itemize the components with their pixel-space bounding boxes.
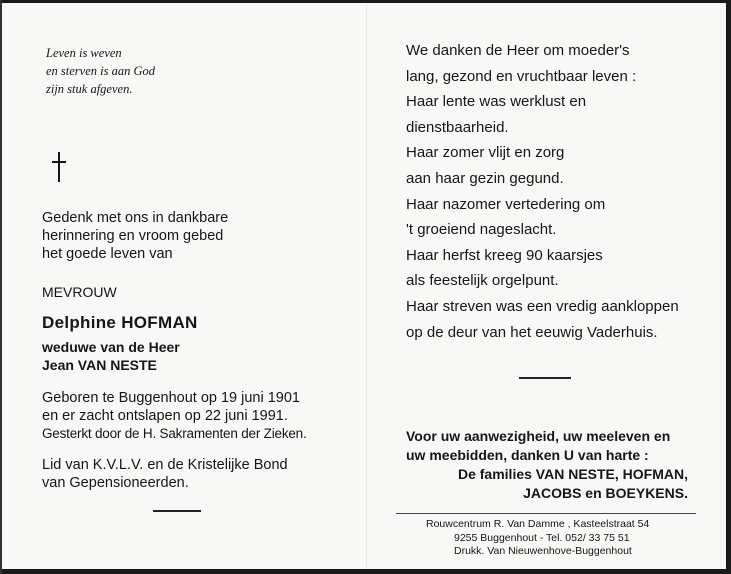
scan-border-left: [0, 0, 2, 574]
verse-line: dienstbaarheid.: [406, 118, 509, 136]
verse-line: 't groeiend nageslacht.: [406, 221, 557, 239]
thanks-message: [406, 427, 688, 503]
families-line: De families VAN NESTE, HOFMAN,: [457, 466, 688, 482]
cross-icon: [52, 152, 66, 182]
widow-line: weduwe van de Heer: [42, 339, 180, 355]
verse-line: We danken de Heer om moeder's: [406, 42, 630, 59]
verse-line: op de deur van het eeuwig Vaderhuis.: [406, 323, 658, 341]
life-details: [42, 389, 307, 443]
membership-text: [42, 456, 288, 492]
thanks-line: uw meebidden, danken U van harte :: [406, 447, 649, 463]
printer-line: 9255 Buggenhout - Tel. 052/ 33 75 51: [454, 531, 630, 544]
tribute-verse: [406, 38, 679, 345]
poem-line: Leven is weven: [46, 46, 122, 60]
verse-line: Haar lente was werklust en: [406, 93, 587, 111]
verse-line: Haar nazomer vertedering om: [406, 195, 606, 213]
printer-separator: [396, 513, 696, 514]
remembrance-line: herinnering en vroom gebed: [42, 228, 224, 244]
poem-line: zijn stuk afgeven.: [46, 82, 133, 96]
verse-line: als feestelijk orgelpunt.: [406, 272, 559, 290]
verse-line: Haar streven was een vredig aankloppen: [406, 297, 679, 315]
life-line: Gesterkt door de H. Sakramenten der Zieken.: [42, 426, 307, 441]
divider-dash: [519, 377, 571, 379]
life-line: en er zacht ontslapen op 22 juni 1991.: [42, 408, 288, 424]
verse-line: Haar zomer vlijt en zorg: [406, 144, 565, 162]
deceased-name: Delphine HOFMAN: [42, 313, 198, 332]
opening-poem: [46, 44, 155, 98]
verse-line: Haar herfst kreeg 90 kaarsjes: [406, 246, 603, 264]
poem-line: en sterven is aan God: [46, 64, 156, 78]
scan-border-right: [726, 0, 731, 574]
remembrance-line: Gedenk met ons in dankbare: [42, 210, 229, 226]
membership-line: van Gepensioneerden.: [42, 475, 189, 491]
printer-line: Drukk. Van Nieuwenhove-Buggenhout: [454, 545, 632, 557]
printer-imprint: [426, 518, 649, 559]
remembrance-line: het goede leven van: [42, 246, 173, 262]
honorific-title: MEVROUW: [42, 284, 117, 300]
families-line: JACOBS en BOEYKENS.: [523, 485, 688, 501]
life-line: Geboren te Buggenhout op 19 juni 1901: [42, 390, 300, 406]
verse-line: aan haar gezin gegund.: [406, 169, 564, 187]
scan-border-bottom: [0, 569, 731, 574]
divider-dash: [153, 510, 201, 512]
card-fold: [366, 3, 367, 569]
verse-line: lang, gezond en vruchtbaar leven :: [406, 67, 637, 85]
spouse-name: Jean VAN NESTE: [42, 357, 157, 373]
printer-line: Rouwcentrum R. Van Damme , Kasteelstraat 54: [426, 518, 650, 530]
remembrance-text: [42, 209, 228, 263]
thanks-line: Voor uw aanwezigheid, uw meeleven en: [406, 428, 671, 444]
membership-line: Lid van K.V.L.V. en de Kristelijke Bond: [42, 457, 288, 473]
